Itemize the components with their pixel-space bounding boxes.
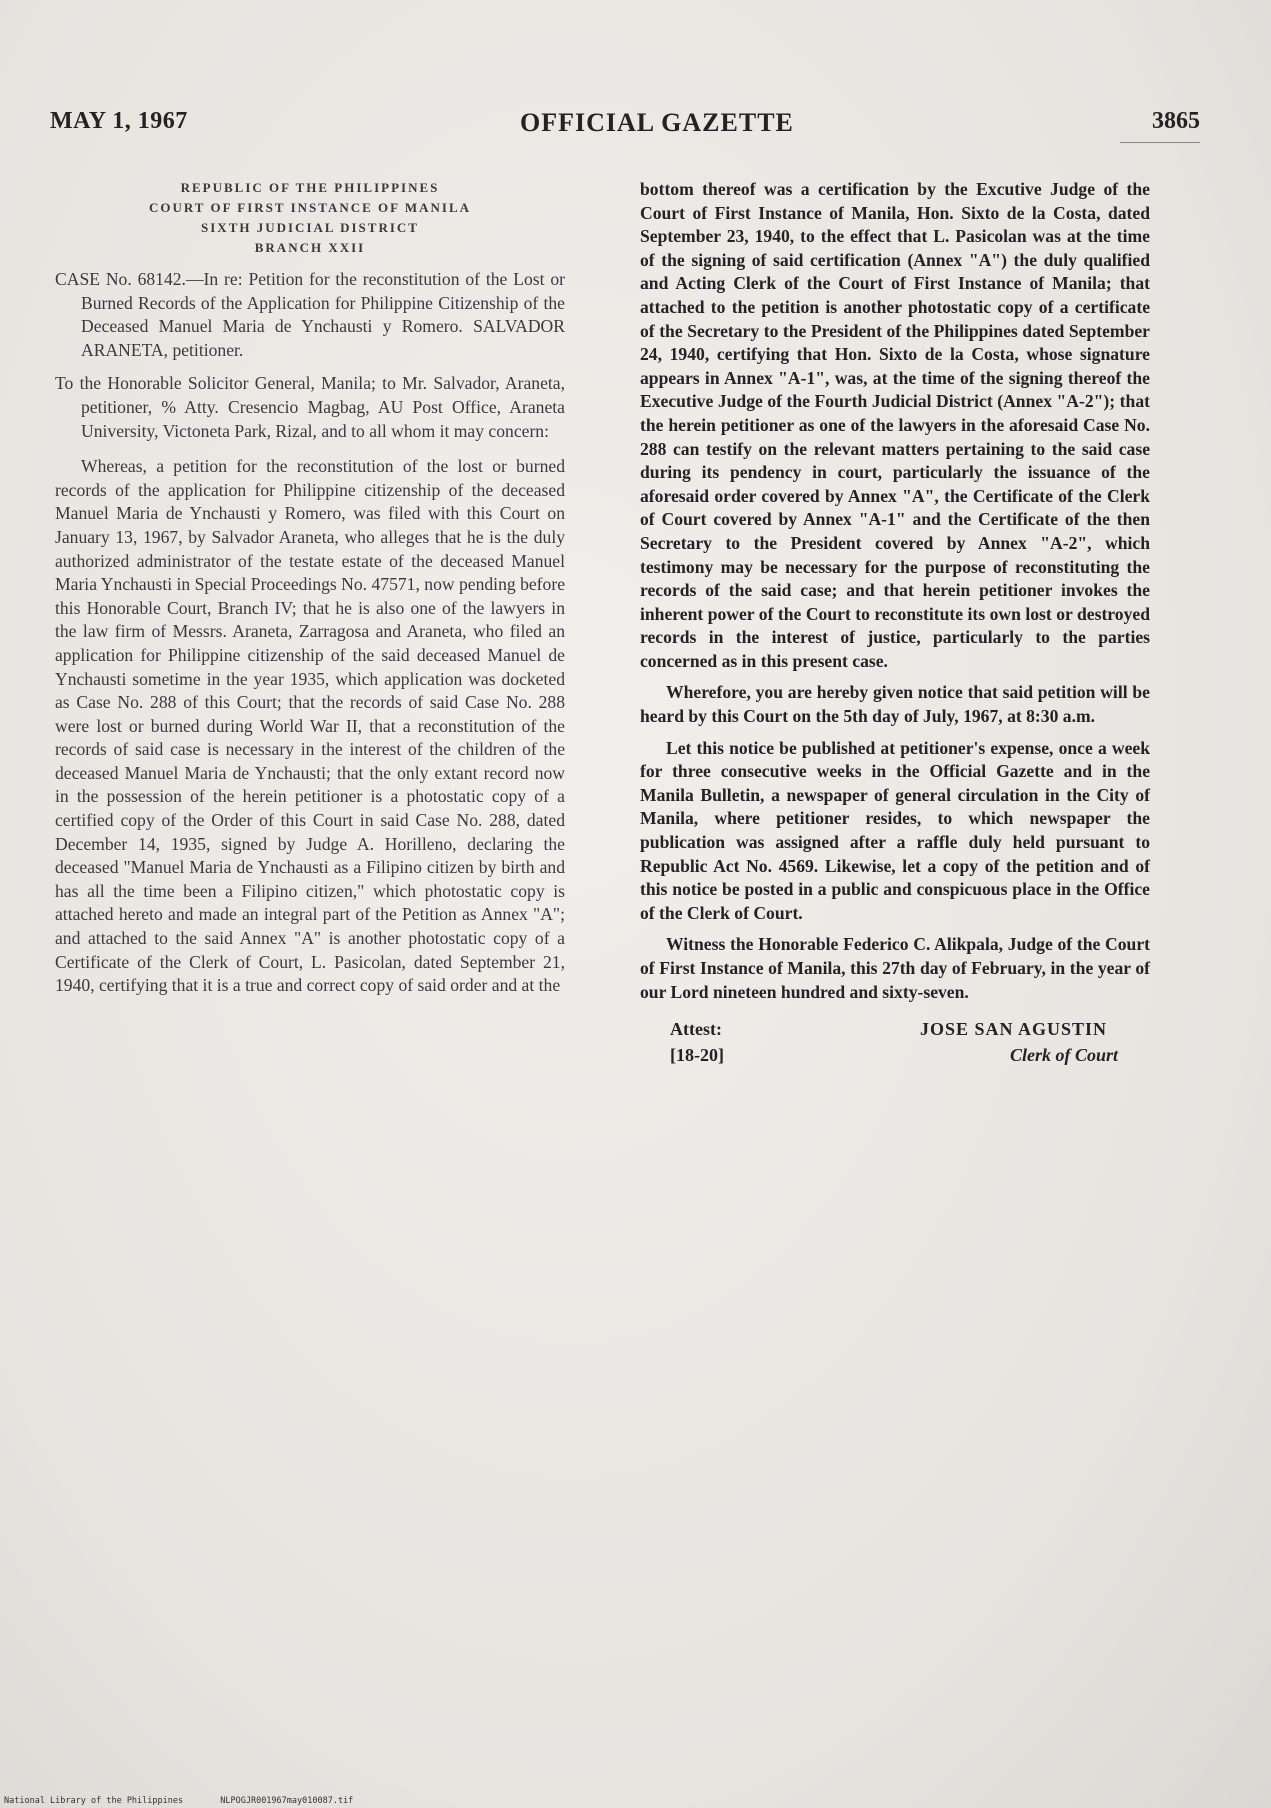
court-heading xyxy=(55,178,565,258)
publication-title: OFFICIAL GAZETTE xyxy=(520,108,794,137)
court-line: BRANCH XXII xyxy=(254,240,366,255)
court-line: COURT OF FIRST INSTANCE OF MANILA xyxy=(148,200,472,215)
clerk-name: JOSE SAN AGUSTIN xyxy=(920,1019,1108,1040)
court-line: REPUBLIC OF THE PHILIPPINES xyxy=(180,180,440,195)
scan-footer xyxy=(4,1796,704,1806)
addressees: To the Honorable Solicitor General, Manila; to Mr. Salvador, Araneta, petitioner, % Atty. Cresencio Magbag, AU Post Office, Araneta University, Victoneta Park, Rizal, and to all whom it may concern: xyxy=(55,373,565,441)
court-line: SIXTH JUDICIAL DISTRICT xyxy=(201,220,419,235)
signature-block xyxy=(640,1018,1150,1078)
file-name: NLPOGJR001967may010087.tif xyxy=(220,1796,354,1806)
clerk-title: Clerk of Court xyxy=(1010,1045,1119,1066)
body-paragraph: Let this notice be published at petitioner's expense, once a week for three consecutive weeks in the Official Gazette and in the Manila Bulletin, a newspaper of general circulation in the City of Manila, where petitioner resides, to which newspaper the publication was assigned after a raffle duly held pursuant to Republic Act No. 4569. Likewise, let a copy of the petition and of this notice be posted in a public and conspicuous place in the Office of the Clerk of Court. xyxy=(640,737,1150,923)
reference-number: [18-20] xyxy=(670,1045,724,1066)
page-number: 3865 xyxy=(1152,108,1200,134)
body-paragraph: Whereas, a petition for the reconstitution of the lost or burned records of the application for Philippine citizenship of the deceased Manuel Maria de Ynchausti y Romero, was filed with this Court on January 13, 1967, by Salvador Araneta, who alleges that he is the duly authorized administrator of the testate estate of the deceased Manuel Maria Ynchausti in Special Proceedings No. 47571, now pending before this Honorable Court, Branch IV; that he is also one of the lawyers in the law firm of Messrs. Araneta, Zarragosa and Araneta, who filed an application for Philippine citizenship of the said deceased Manuel de Ynchausti sometime in the year 1935, which application was docketed as Case No. 288 of this Court; that the records of said Case No. 288 were lost or burned during World War II, that a reconstitution of the records of said case is necessary in the interest of the children of the deceased Manuel Maria de Ynchausti; that the only extant record now in the possession of the herein petitioner is a photostatic copy of a certified copy of the Order of this Court in said Case No. 288, dated December 14, 1935, signed by Judge A. Horilleno, declaring the deceased "Manuel Maria de Ynchausti as a Filipino citizen by birth and has all the time been a Filipino citizen," which photostatic copy is attached hereto and made an integral part of the Petition as Annex "A"; and attached to the said Annex "A" is another photostatic copy of a Certificate of the Clerk of Court, L. Pasicolan, dated September 21, 1940, certifying that it is a true and correct copy of said order and at the xyxy=(55,456,565,996)
page-header xyxy=(50,108,1200,148)
body-paragraph: Wherefore, you are hereby given notice that said petition will be heard by this Court on the 5th day of July, 1967, at 8:30 a.m. xyxy=(640,682,1150,727)
library-name: National Library of the Philippines xyxy=(4,1796,184,1806)
attest-label: Attest: xyxy=(670,1019,722,1040)
case-heading: CASE No. 68142.—In re: Petition for the reconstitution of the Lost or Burned Records of the Application for Philippine Citizenship of the Deceased Manuel Maria de Ynchausti y Romero. SALVADOR ARANETA, petitioner. xyxy=(55,269,565,360)
body-paragraph: Witness the Honorable Federico C. Alikpala, Judge of the Court of First Instance of Manila, this 27th day of February, in the year of our Lord nineteen hundred and sixty-seven. xyxy=(640,934,1150,1002)
right-column xyxy=(640,178,1150,1078)
header-rule xyxy=(1120,142,1200,143)
left-column xyxy=(55,178,565,1006)
issue-date: MAY 1, 1967 xyxy=(50,108,188,134)
body-paragraph: bottom thereof was a certification by the Excutive Judge of the Court of First Instance of Manila, Hon. Sixto de la Costa, dated September 23, 1940, to the effect that L. Pasicolan was at the time of the signing of said certification (Annex "A") the duly qualified and Acting Clerk of the Court of First Instance of Manila; that attached to the petition is another photostatic copy of a certificate of the Secretary to the President of the Philippines dated September 24, 1940, certifying that Hon. Sixto de la Costa, whose signature appears in Annex "A-1", was, at the time of the signing thereof the Executive Judge of the Fourth Judicial District (Annex "A-2"); that the herein petitioner as one of the lawyers in the aforesaid Case No. 288 can testify on the relevant matters pertaining to the said case during its pendency in court, particularly the issuance of the aforesaid order covered by Annex "A", the Certificate of the Clerk of Court covered by Annex "A-1" and the Certificate of the then Secretary to the President covered by Annex "A-2", which testimony may be necessary for the purpose of reconstituting the records of the said case; and that herein petitioner invokes the inherent power of the Court to reconstitute its own lost or destroyed records in the interest of justice, particularly to the parties concerned as in this present case. xyxy=(640,179,1150,671)
